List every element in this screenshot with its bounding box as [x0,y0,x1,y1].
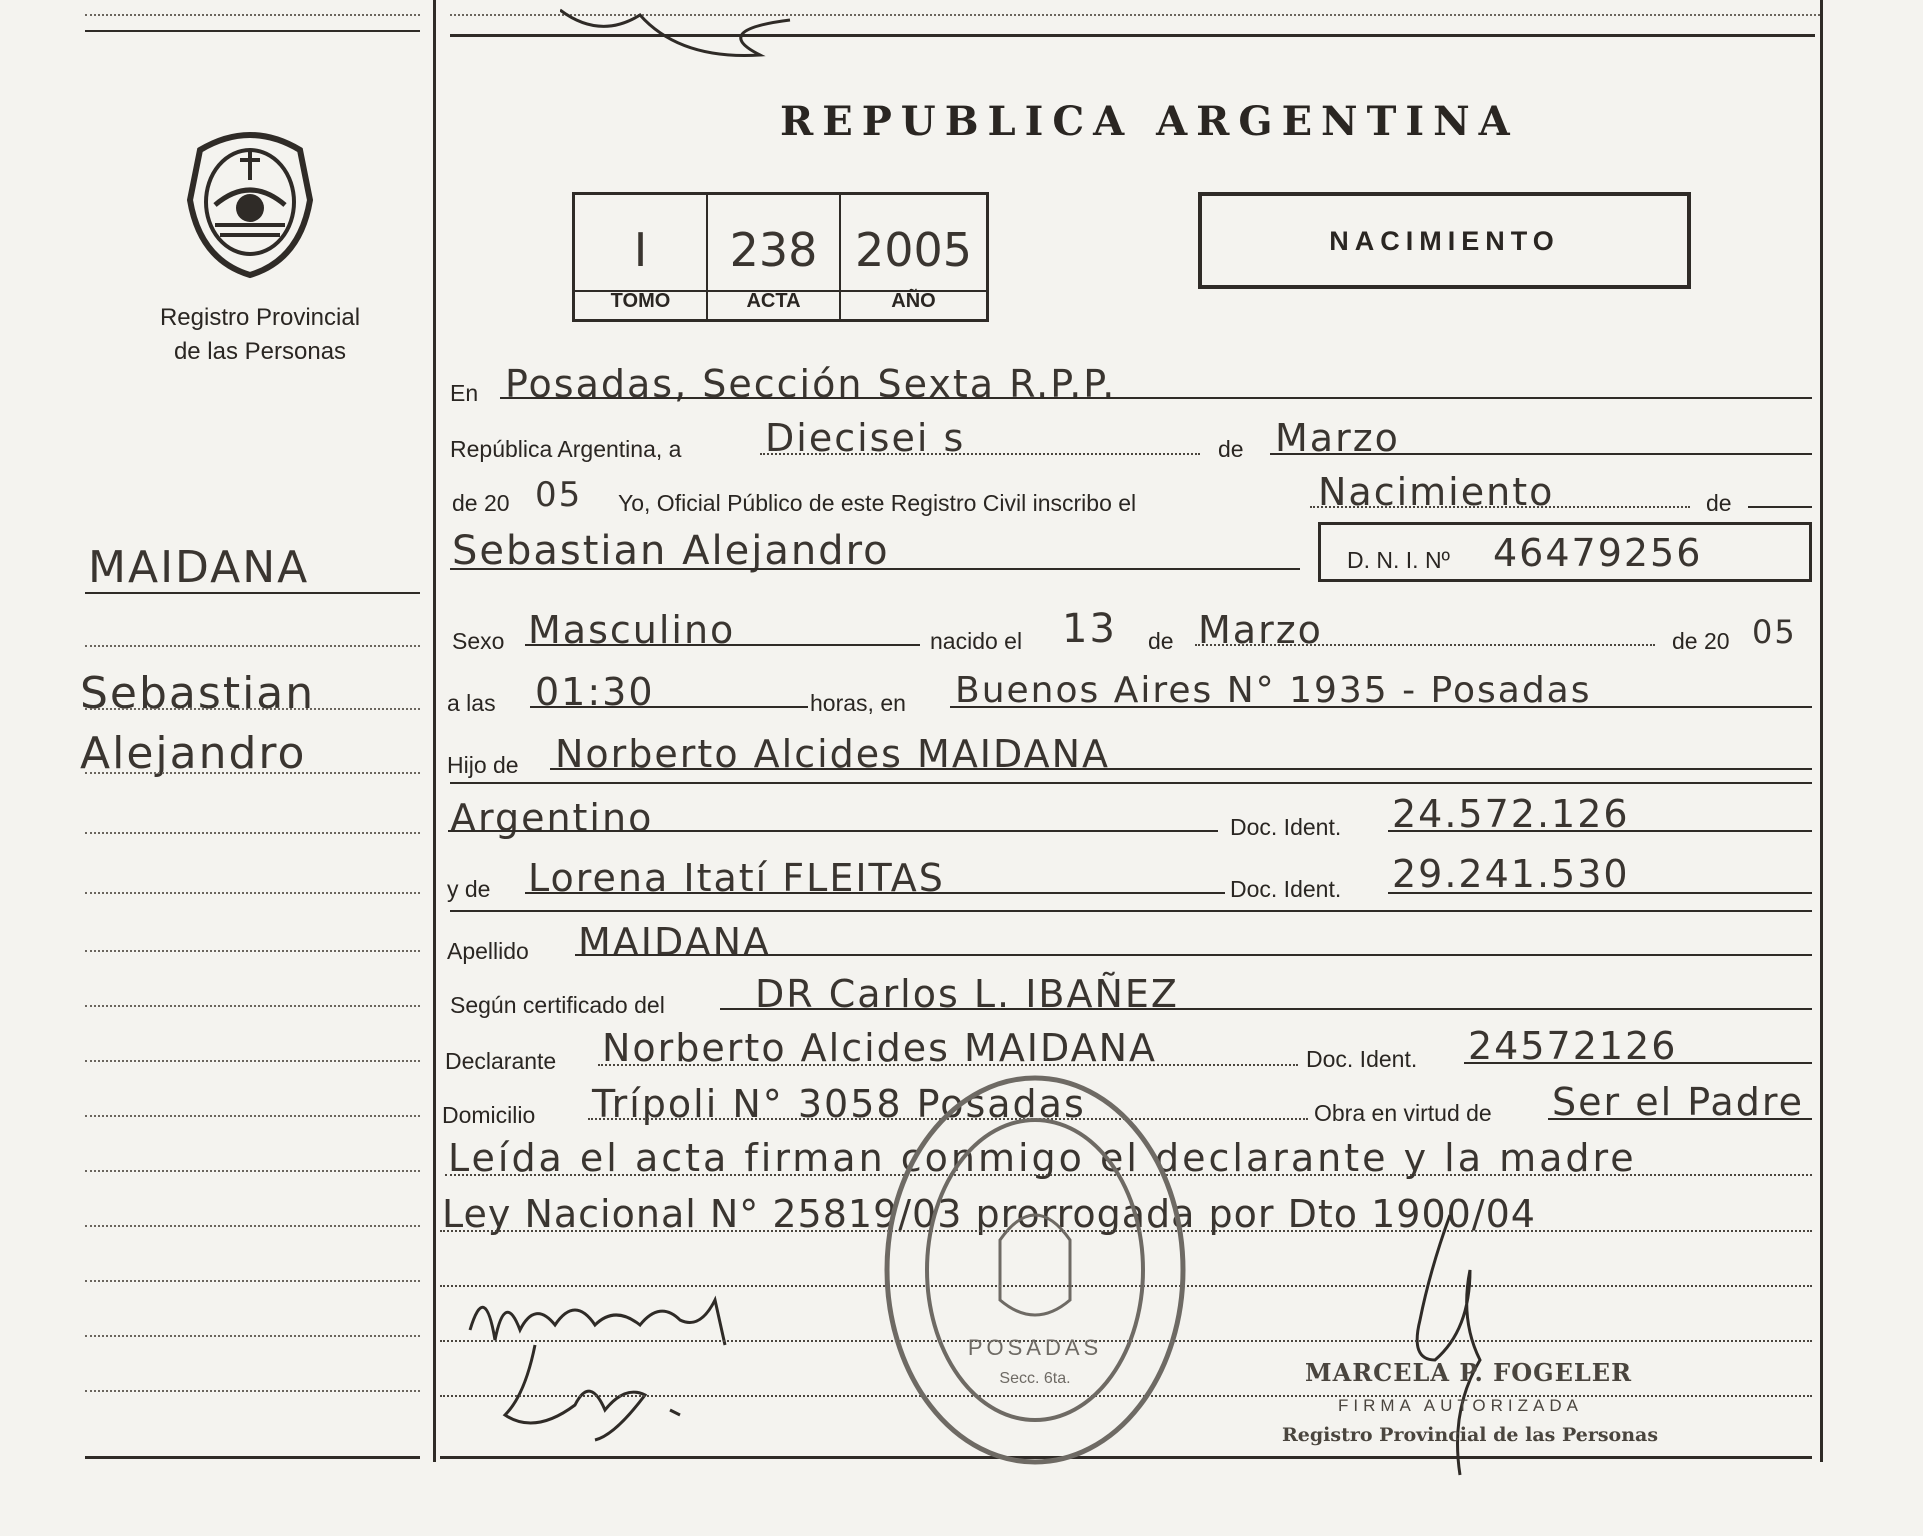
line-rule [950,706,1812,708]
margin-dots [85,1390,420,1392]
declarante-label: Declarante [445,1048,557,1074]
de-label-3: de [1148,628,1174,654]
registry-stamp [880,1070,1190,1470]
line-rule [525,644,920,646]
margin-dots [85,1115,420,1117]
father-name: Norberto Alcides MAIDANA [555,732,1111,776]
segun-label: Según certificado del [450,992,665,1018]
line-rule [450,782,1812,784]
top-rule-left [85,30,420,32]
tomo-label: TOMO [610,290,671,312]
place-value: Posadas, Sección Sexta R.P.P. [505,362,1117,406]
line-rule [530,706,808,708]
line-rule [720,1008,1812,1010]
line-rule [1195,644,1655,646]
anio-cell [841,195,986,319]
line-rule [450,568,1300,570]
record-type-box [1198,192,1691,289]
left-bottom-rule [85,1456,420,1459]
margin-given-name-2: Alejandro [80,728,307,779]
margin-dots [85,772,420,774]
day-words: Diecisei s [765,416,966,460]
declarante-name: Norberto Alcides MAIDANA [602,1026,1158,1070]
margin-surname: MAIDANA [88,542,310,593]
top-dotted-line [85,14,420,16]
apellido-label: Apellido [447,938,529,964]
birth-year-label: de 20 [1672,628,1730,654]
margin-dots [85,832,420,834]
de-label: de [1218,436,1244,462]
doc-label: Doc. Ident. [1230,876,1342,902]
doc-label: Doc. Ident. [1306,1046,1418,1072]
month-value: Marzo [1275,416,1400,460]
line-rule [1464,1062,1812,1064]
line-rule [500,397,1812,399]
dni-value: 46479256 [1493,531,1703,575]
birth-month: Marzo [1198,608,1323,652]
margin-dots [85,708,420,710]
official-title: FIRMA AUTORIZADA [1338,1396,1583,1415]
doc-label: Doc. Ident. [1230,814,1342,840]
apellido-value: MAIDANA [578,920,771,964]
declarante-doc: 24572126 [1468,1024,1678,1068]
y-de-label: y de [447,876,491,902]
birth-day: 13 [1062,606,1117,652]
father-nationality: Argentino [450,796,654,840]
de-label-2: de [1706,490,1732,516]
sexo-value: Masculino [528,608,736,652]
en-label: En [450,380,479,406]
line-rule [760,453,1200,455]
top-signature-remnant [560,0,800,75]
line-rule [1310,506,1690,508]
line-rule [550,768,1812,770]
margin-dots [85,1060,420,1062]
official-office: Registro Provincial de las Personas [1282,1424,1659,1446]
acta-label: ACTA [746,290,801,312]
mother-doc: 29.241.530 [1392,852,1630,896]
dni-label: D. N. I. Nº [1347,547,1450,573]
right-border [1820,0,1823,1462]
line-rule [450,910,1812,912]
line-rule [1388,830,1812,832]
event-value: Nacimiento [1318,470,1555,514]
year-suffix: 05 [535,475,583,515]
nacido-label: nacido el [930,628,1023,654]
obra-label: Obra en virtud de [1314,1100,1492,1126]
margin-dots [85,892,420,894]
birth-time: 01:30 [535,670,655,714]
misiones-seal-icon [180,120,320,280]
registry-name-line1: Registro Provincial [159,304,361,331]
acta-value: 238 [729,223,818,277]
margin-signature-2 [495,1335,705,1450]
note-line-1: Leída el acta firman conmigo el declarante y la madre [448,1136,1637,1180]
margin-dots [85,1335,420,1337]
sexo-label: Sexo [452,628,505,654]
registry-name-line2: de las Personas [173,338,347,365]
line-rule [1388,892,1812,894]
acta-cell [708,195,841,319]
dni-box [1318,522,1812,582]
a-las-label: a las [447,690,496,716]
stamp-city: POSADAS [967,1335,1103,1360]
anio-label: AÑO [891,290,936,312]
tomo-cell [575,195,708,319]
birth-place: Buenos Aires N° 1935 - Posadas [955,670,1592,711]
line-rule [448,830,1218,832]
margin-dots [85,1280,420,1282]
stamp-oval-icon [880,1070,1190,1470]
line-rule [1270,453,1812,455]
record-type: NACIMIENTO [1329,226,1560,256]
tomo-value: I [633,223,648,277]
country-title: REPUBLICA ARGENTINA [780,98,1519,145]
anio-value: 2005 [854,223,973,277]
margin-dots [85,1005,420,1007]
margin-dots [85,950,420,952]
certificate-by: DR Carlos L. IBAÑEZ [755,972,1179,1016]
obra-value: Ser el Padre [1552,1080,1804,1124]
line-rule [1748,506,1812,508]
republica-label: República Argentina, a [450,436,682,462]
record-number-table [572,192,989,322]
child-name: Sebastian Alejandro [452,528,890,574]
margin-dots [85,1170,420,1172]
stamp-sub: Secc. 6ta. [999,1370,1071,1387]
official-name: MARCELA P. FOGELER [1305,1358,1633,1387]
column-divider [433,0,436,1462]
birth-year-suffix: 05 [1752,613,1797,651]
domicilio-label: Domicilio [442,1102,536,1128]
mother-name: Lorena Itatí FLEITAS [528,856,945,900]
line-rule [1548,1118,1812,1120]
year-label: de 20 [452,490,510,516]
margin-dots [85,1225,420,1227]
line-rule [598,1064,1298,1066]
margin-dots [85,645,420,647]
line-rule [525,892,1225,894]
hijo-label: Hijo de [447,752,519,778]
note-line-2: Ley Nacional N° 25819/03 prorrogada por Dto 1900/04 [442,1192,1536,1236]
horas-label: horas, en [810,690,906,716]
margin-surname-rule [85,592,420,594]
domicilio-value: Trípoli N° 3058 Posadas [592,1082,1086,1126]
margin-given-name-1: Sebastian [80,668,316,719]
line-rule [575,954,1812,956]
father-doc: 24.572.126 [1392,792,1630,836]
yo-text: Yo, Oficial Público de este Registro Civil inscribo el [618,490,1137,516]
